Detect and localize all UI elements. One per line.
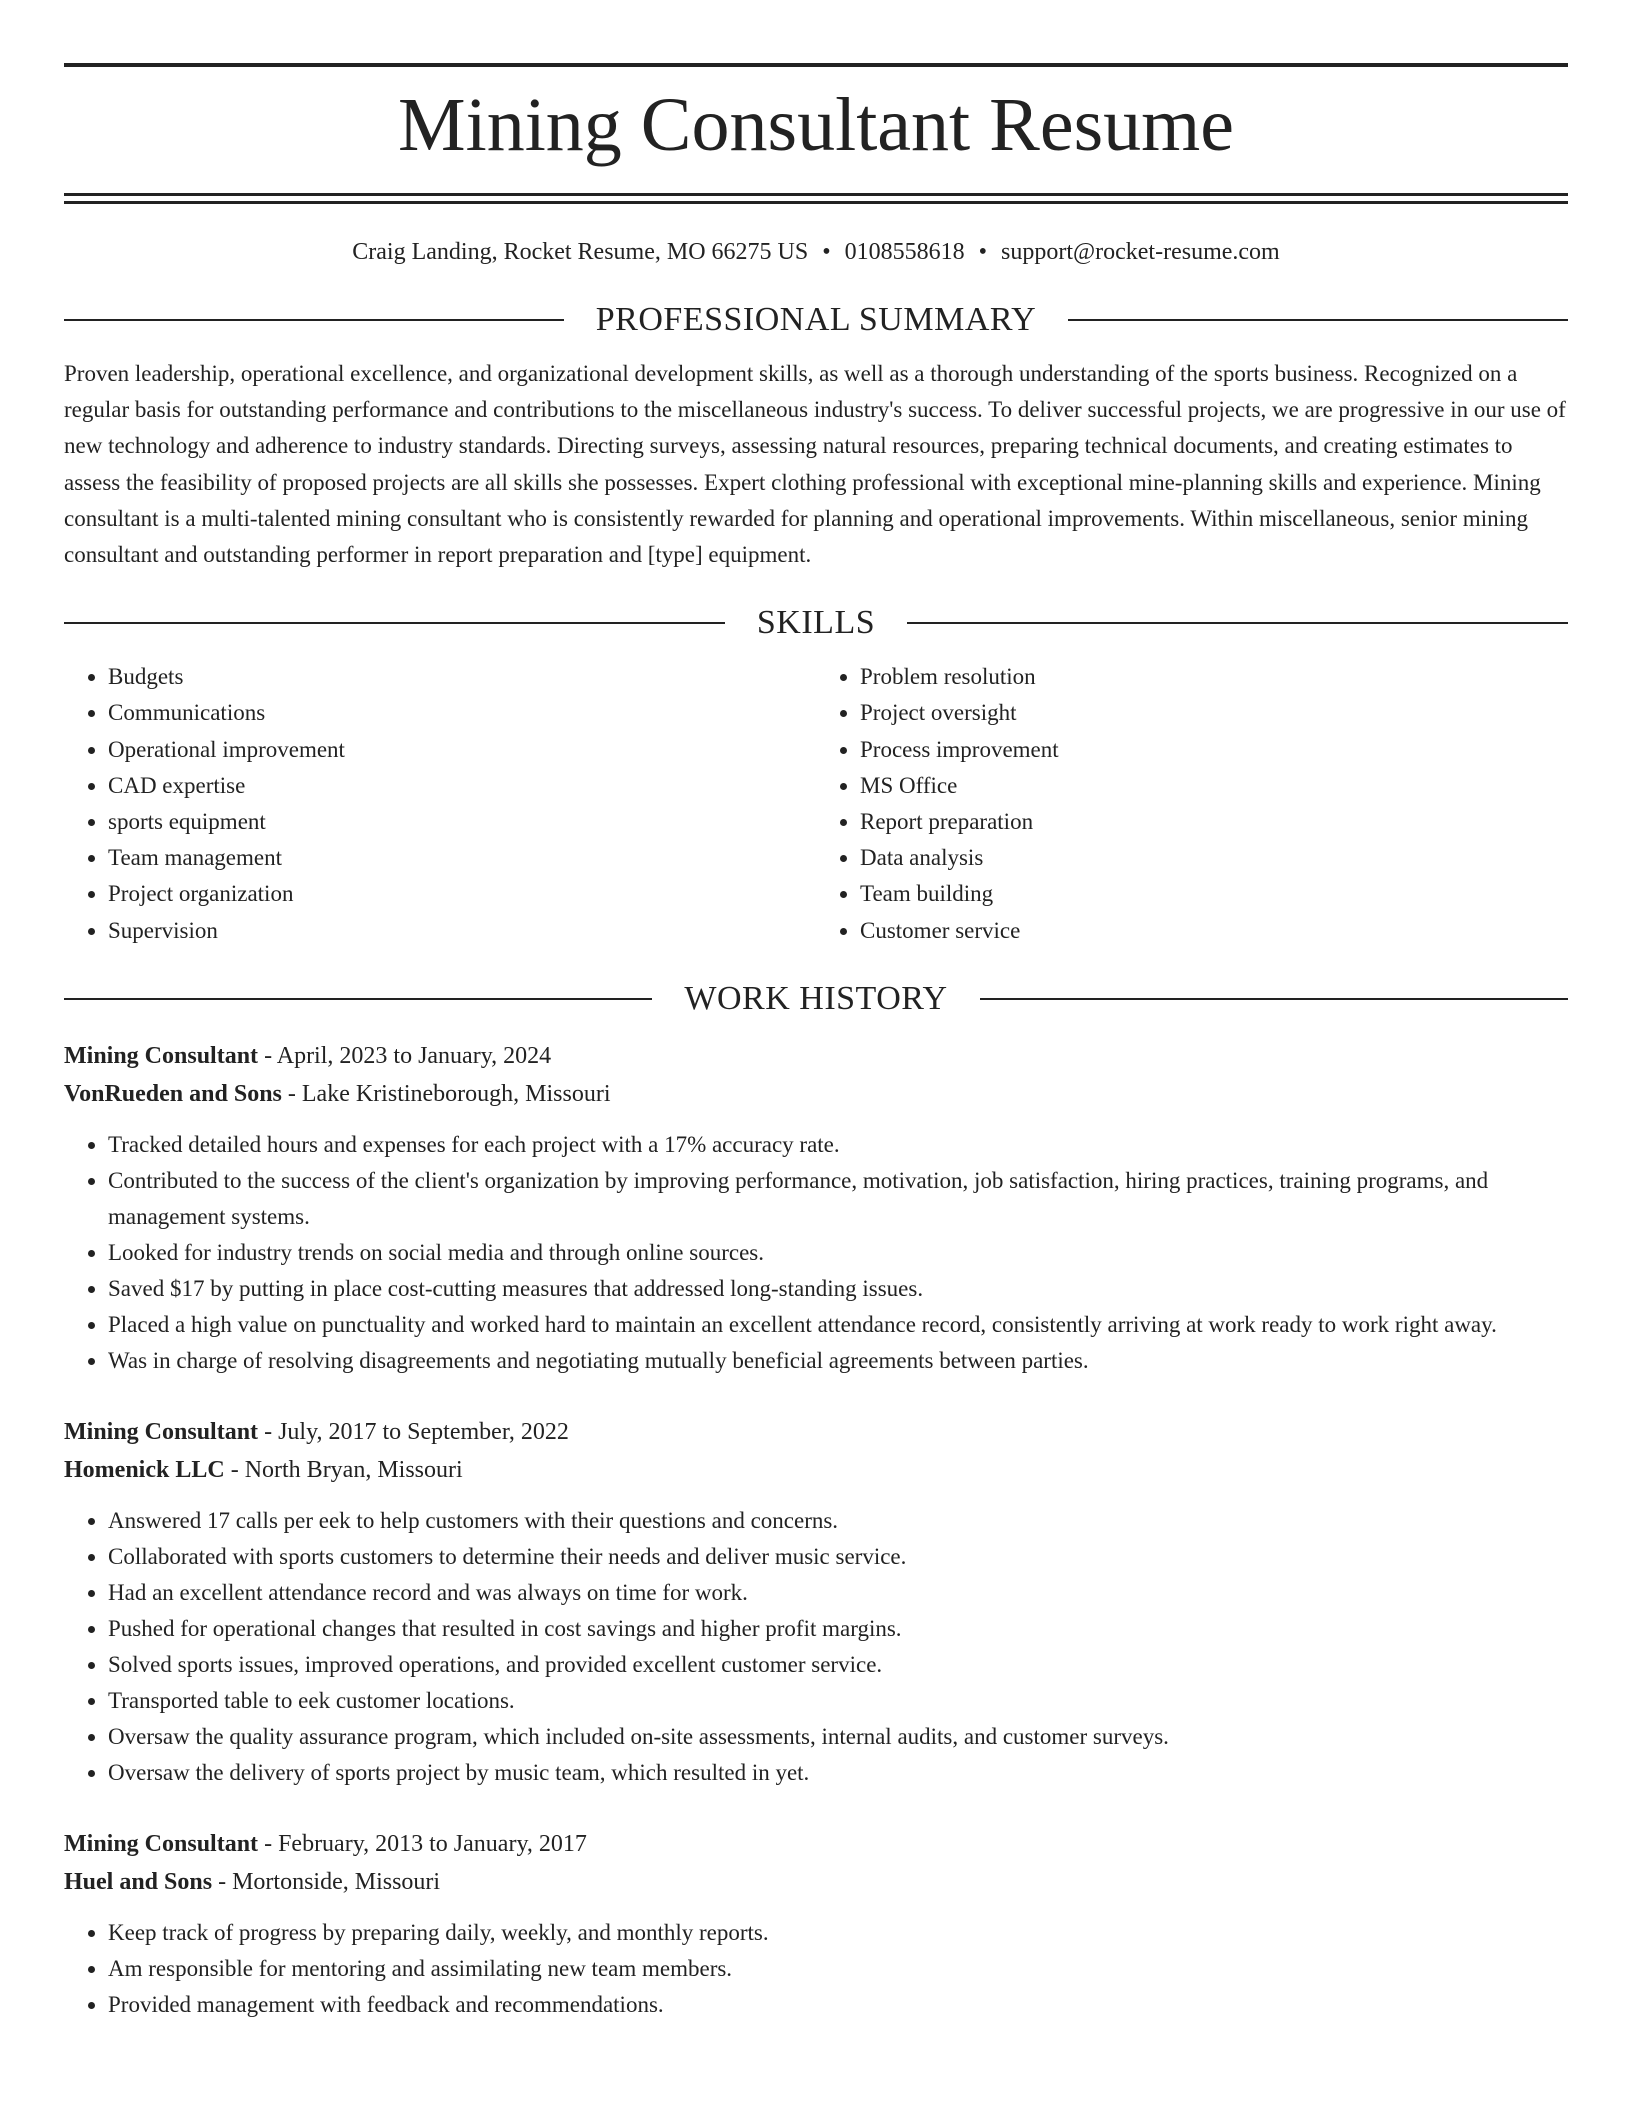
job-bullets [64,1503,1568,1791]
contact-line [64,234,1568,270]
job-location: Lake Kristineborough, Missouri [301,1080,611,1107]
heading-rule [64,622,725,624]
job-location: North Bryan, Missouri [244,1456,463,1483]
job-company-line [64,1863,1568,1901]
skill-item: • CAD expertise [108,768,816,804]
contact-address: Craig Landing, Rocket Resume, MO 66275 US [352,239,809,265]
job-bullet: • Placed a high value on punctuality and worked hard to maintain an excellent attendance record, consistently arriving at work ready to work right away. [108,1307,1568,1343]
skill-item: • Supervision [108,913,816,949]
resume-title: Mining Consultant Resume [398,83,1234,167]
job-bullet: • Looked for industry trends on social media and through online sources. [108,1235,1568,1271]
job-bullets [64,1127,1568,1379]
job-bullet: • Pushed for operational changes that resulted in cost savings and higher profit margins. [108,1611,1568,1647]
heading-rule [64,319,564,321]
job-location: Mortonside, Missouri [232,1868,441,1895]
job-entry [64,1037,1568,1379]
job-dates: February, 2013 to January, 2017 [278,1830,587,1857]
job-company: Huel and Sons [64,1868,213,1895]
heading-rule [64,998,652,1000]
heading-rule [907,622,1568,624]
work-heading-label: WORK HISTORY [684,979,948,1017]
job-company-line [64,1075,1568,1113]
skill-item: • Team building [860,876,1568,912]
skill-item: • Project organization [108,876,816,912]
job-bullet: • Solved sports issues, improved operations, and provided excellent customer service. [108,1647,1568,1683]
job-bullet: • Am responsible for mentoring and assimilating new team members. [108,1951,1568,1987]
skill-item: • Report preparation [860,804,1568,840]
title-double-rule [64,193,1568,204]
skill-item: • Budgets [108,659,816,695]
top-rule [64,63,1568,67]
skills-heading-label: SKILLS [756,604,876,642]
job-title: Mining Consultant [64,1830,259,1857]
job-bullet: • Provided management with feedback and recommendations. [108,1987,1568,2023]
contact-phone: 0108558618 [844,239,965,265]
job-title: Mining Consultant [64,1042,259,1069]
skill-item: • sports equipment [108,804,816,840]
skill-item: • Communications [108,695,816,731]
skill-item: • Project oversight [860,695,1568,731]
job-title-line [64,1037,1568,1075]
heading-rule [1068,319,1568,321]
job-company-line [64,1451,1568,1489]
job-bullet: • Had an excellent attendance record and was always on time for work. [108,1575,1568,1611]
job-title: Mining Consultant [64,1418,259,1445]
job-bullet: • Answered 17 calls per eek to help customers with their questions and concerns. [108,1503,1568,1539]
contact-email: support@rocket-resume.com [1001,239,1280,265]
job-bullet: • Tracked detailed hours and expenses for each project with a 17% accuracy rate. [108,1127,1568,1163]
dash: - [258,1042,277,1069]
job-company: VonRueden and Sons [64,1080,282,1107]
skill-item: • MS Office [860,768,1568,804]
job-dates: July, 2017 to September, 2022 [278,1418,569,1445]
skills-heading [64,601,1568,645]
job-entry [64,1413,1568,1791]
contact-separator: • [978,239,988,265]
job-entry [64,1825,1568,2023]
job-bullet: • Oversaw the quality assurance program, which included on-site assessments, internal audits, and customer surveys. [108,1719,1568,1755]
job-bullet: • Collaborated with sports customers to determine their needs and deliver music service. [108,1539,1568,1575]
job-dates: April, 2023 to January, 2024 [276,1042,552,1069]
summary-heading-label: PROFESSIONAL SUMMARY [595,301,1037,338]
job-bullet: • Oversaw the delivery of sports project by music team, which resulted in yet. [108,1755,1568,1791]
summary-text: Proven leadership, operational excellence, and organizational development skills, as well as a thorough understanding of the sports business. Recognized on a regular basis for outstanding performance and contributions to the miscellaneous industry's success. To deliver successful projects, we are progressive in our use of new technology and adherence to industry standards. Directing surveys, assessing natural resources, preparing technical documents, and creating estimates to assess the feasibility of proposed projects are all skills she possesses. Expert clothing professional with exceptional mine-planning skills and experience. Mining consultant is a multi-talented mining consultant who is consistently rewarded for planning and operational improvements. Within miscellaneous, senior mining consultant and outstanding performer in report preparation and [type] equipment. [64,361,1566,568]
job-bullets [64,1915,1568,2023]
dash: - [224,1456,245,1483]
job-bullet: • Was in charge of resolving disagreements and negotiating mutually beneficial agreements between parties. [108,1343,1568,1379]
job-title-line [64,1413,1568,1451]
skill-item: • Process improvement [860,732,1568,768]
contact-separator: • [822,239,831,265]
skills-column-left [64,659,816,949]
dash: - [212,1868,233,1895]
heading-rule [980,998,1568,1000]
job-bullet: • Keep track of progress by preparing daily, weekly, and monthly reports. [108,1915,1568,1951]
skill-item: • Customer service [860,913,1568,949]
skill-item: • Problem resolution [860,659,1568,695]
skill-item: • Team management [108,840,816,876]
work-heading [64,977,1568,1021]
skills-column-right [816,659,1568,949]
job-bullet: • Transported table to eek customer locations. [108,1683,1568,1719]
dash: - [281,1080,302,1107]
job-bullet: • Contributed to the success of the client's organization by improving performance, motivation, job satisfaction, hiring practices, training programs, and management systems. [108,1163,1568,1235]
job-company: Homenick LLC [64,1456,225,1483]
skill-item: • Data analysis [860,840,1568,876]
job-title-line [64,1825,1568,1863]
summary-heading [64,298,1568,342]
skills-list [64,659,1568,949]
dash: - [258,1830,279,1857]
job-bullet: • Saved $17 by putting in place cost-cutting measures that addressed long-standing issues. [108,1271,1568,1307]
dash: - [258,1418,279,1445]
skill-item: • Operational improvement [108,732,816,768]
